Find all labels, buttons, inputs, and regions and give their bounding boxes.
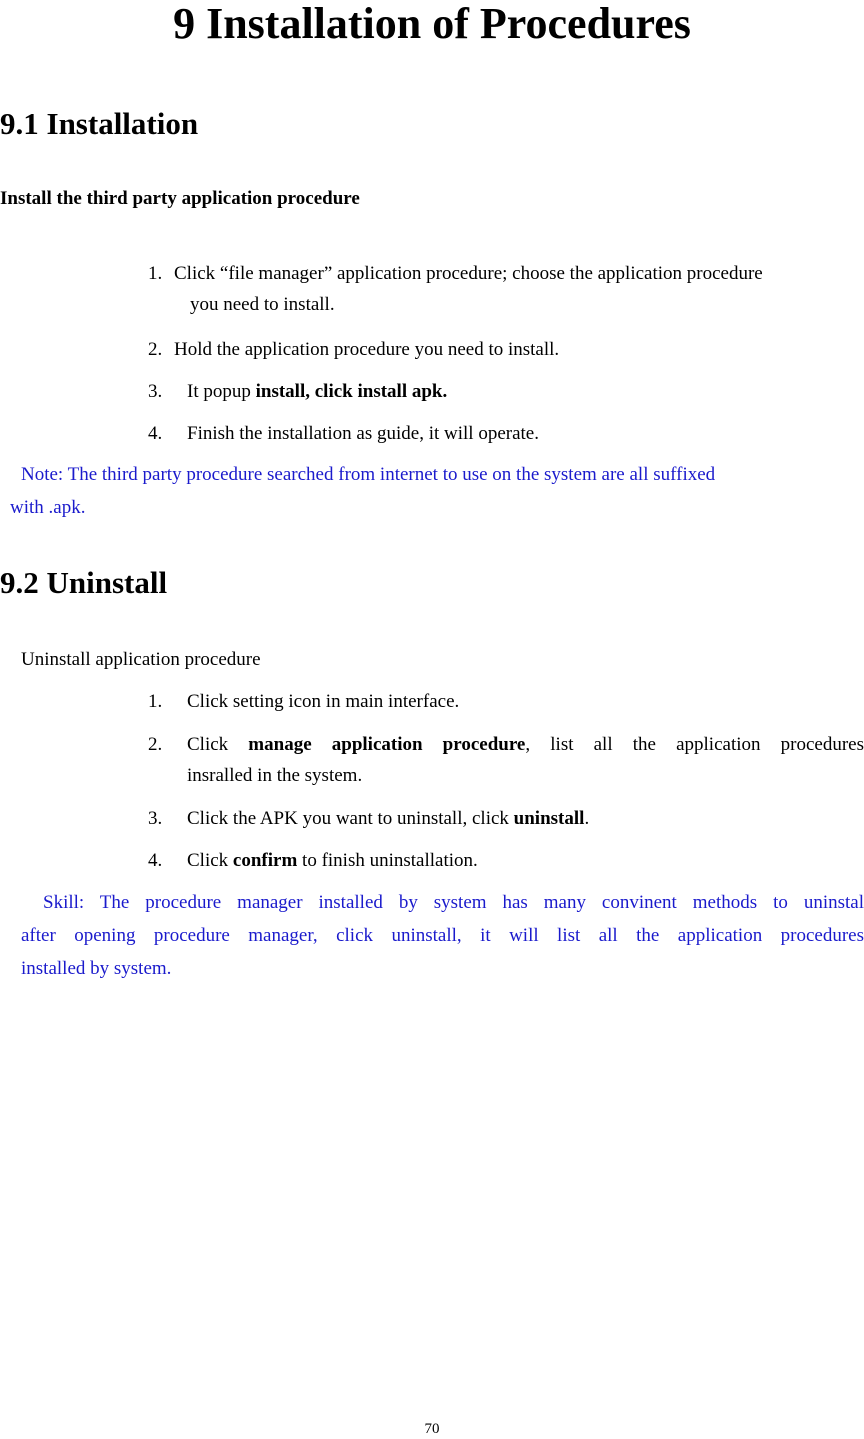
step-text bbox=[187, 806, 589, 832]
step-text: Click “file manager” application procedure; choose the application procedure bbox=[174, 263, 763, 284]
note-text-continued: with .apk. bbox=[10, 497, 86, 518]
step-text-plain: Click bbox=[187, 734, 249, 755]
step-text: Click setting icon in main interface. bbox=[187, 691, 460, 712]
step-text-bold: confirm bbox=[232, 850, 298, 871]
step-text-continued: you need to install. bbox=[190, 294, 335, 315]
skill-text-continued: after opening procedure manager, click uninstall, it will list all the application procedures bbox=[21, 925, 864, 946]
step-number: 4. bbox=[148, 850, 163, 871]
skill-text: Skill: The procedure manager installed by system has many convinent methods to uninstal bbox=[43, 892, 864, 913]
step-text: Hold the application procedure you need to install. bbox=[174, 339, 560, 360]
step-text bbox=[187, 379, 447, 405]
step-number: 2. bbox=[148, 734, 163, 755]
step-number: 3. bbox=[148, 808, 163, 829]
install-subheading: Install the third party application procedure bbox=[0, 188, 360, 209]
step-number: 1. bbox=[148, 263, 163, 284]
note-text: Note: The third party procedure searched from internet to use on the system are all suffixed bbox=[21, 464, 716, 485]
step-text-plain-after: to finish uninstallation. bbox=[297, 850, 478, 871]
step-text-bold: install, click install apk. bbox=[255, 381, 448, 402]
step-text-plain: Click bbox=[187, 850, 233, 871]
step-text-bold: uninstall bbox=[513, 808, 585, 829]
step-number: 3. bbox=[148, 381, 163, 402]
section-heading-uninstall: 9.2 Uninstall bbox=[0, 565, 168, 600]
skill-text-end: installed by system. bbox=[21, 958, 172, 979]
step-text-plain: It popup bbox=[187, 381, 256, 402]
step-number: 4. bbox=[148, 423, 163, 444]
page-number: 70 bbox=[424, 1421, 440, 1437]
uninstall-intro: Uninstall application procedure bbox=[21, 649, 261, 670]
step-number: 1. bbox=[148, 691, 163, 712]
step-text-plain: Click the APK you want to uninstall, click bbox=[187, 808, 514, 829]
step-text bbox=[187, 732, 864, 758]
step-text-continued: insralled in the system. bbox=[187, 765, 363, 786]
step-text bbox=[187, 848, 478, 874]
section-heading-installation: 9.1 Installation bbox=[0, 106, 199, 141]
step-text-bold: manage application procedure bbox=[248, 734, 526, 755]
step-text: Finish the installation as guide, it will operate. bbox=[187, 423, 539, 444]
step-number: 2. bbox=[148, 339, 163, 360]
step-text-plain-after: . bbox=[584, 808, 590, 829]
page-title: 9 Installation of Procedures bbox=[173, 0, 691, 48]
step-text-plain-after: , list all the application procedures bbox=[525, 734, 864, 755]
